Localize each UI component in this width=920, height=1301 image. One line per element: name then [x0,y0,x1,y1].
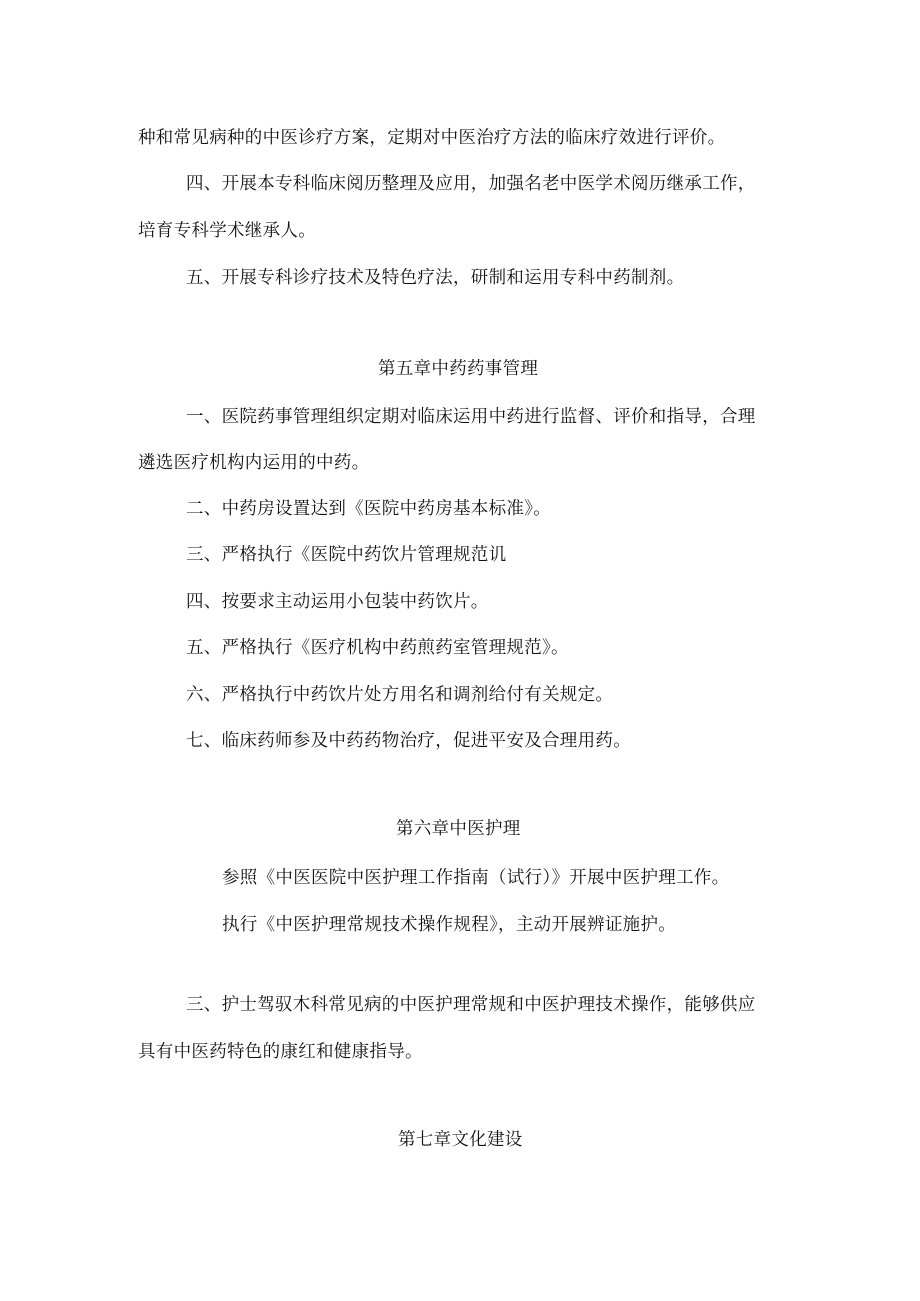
paragraph-line: 五、严格执行《医疗机构中药煎药室管理规范》。 [186,638,569,658]
paragraph-line: 具有中医药特色的康红和健康指导。 [138,1042,423,1062]
paragraph-line: 四、按要求主动运用小包装中药饮片。 [186,592,489,612]
chapter-title: 第六章中医护理 [396,819,521,839]
paragraph-line: 执行《中医护理常规技术操作规程》，主动开展辨证施护。 [222,915,677,935]
paragraph-line: 一、医院药事管理组织定期对临床运用中药进行监督、评价和指导，合理 [186,407,756,427]
paragraph-line: 种和常见病种的中医诊疗方案，定期对中医治疗方法的临床疗效进行评价。 [138,128,726,148]
paragraph-line: 培育专科学术继承人。 [138,221,316,241]
paragraph-line: 三、严格执行《医院中药饮片管理规范讥 [186,545,507,565]
paragraph-line: 三、护士驾驭木科常见病的中医护理常规和中医护理技术操作，能够供应 [186,995,756,1015]
paragraph-line: 六、严格执行中药饮片处方用名和调剂给付有关规定。 [186,685,614,705]
paragraph-line: 七、临床药师参及中药药物治疗，促进平安及合理用药。 [186,731,631,751]
paragraph-line: 五、开展专科诊疗技术及特色疗法，研制和运用专科中药制剂。 [186,268,685,288]
paragraph-line: 二、中药房设置达到《医院中药房基本标准》。 [186,499,552,519]
paragraph-line: 参照《中医医院中医护理工作指南（试行）》开展中医护理工作。 [222,868,730,888]
paragraph-line: 四、开展本专科临床阅历整理及应用，加强名老中医学术阅历继承工作， [186,174,756,194]
chapter-title: 第五章中药药事管理 [378,359,539,379]
chapter-title: 第七章文化建设 [398,1130,523,1150]
paragraph-line: 遴选医疗机构内运用的中药。 [138,453,370,473]
